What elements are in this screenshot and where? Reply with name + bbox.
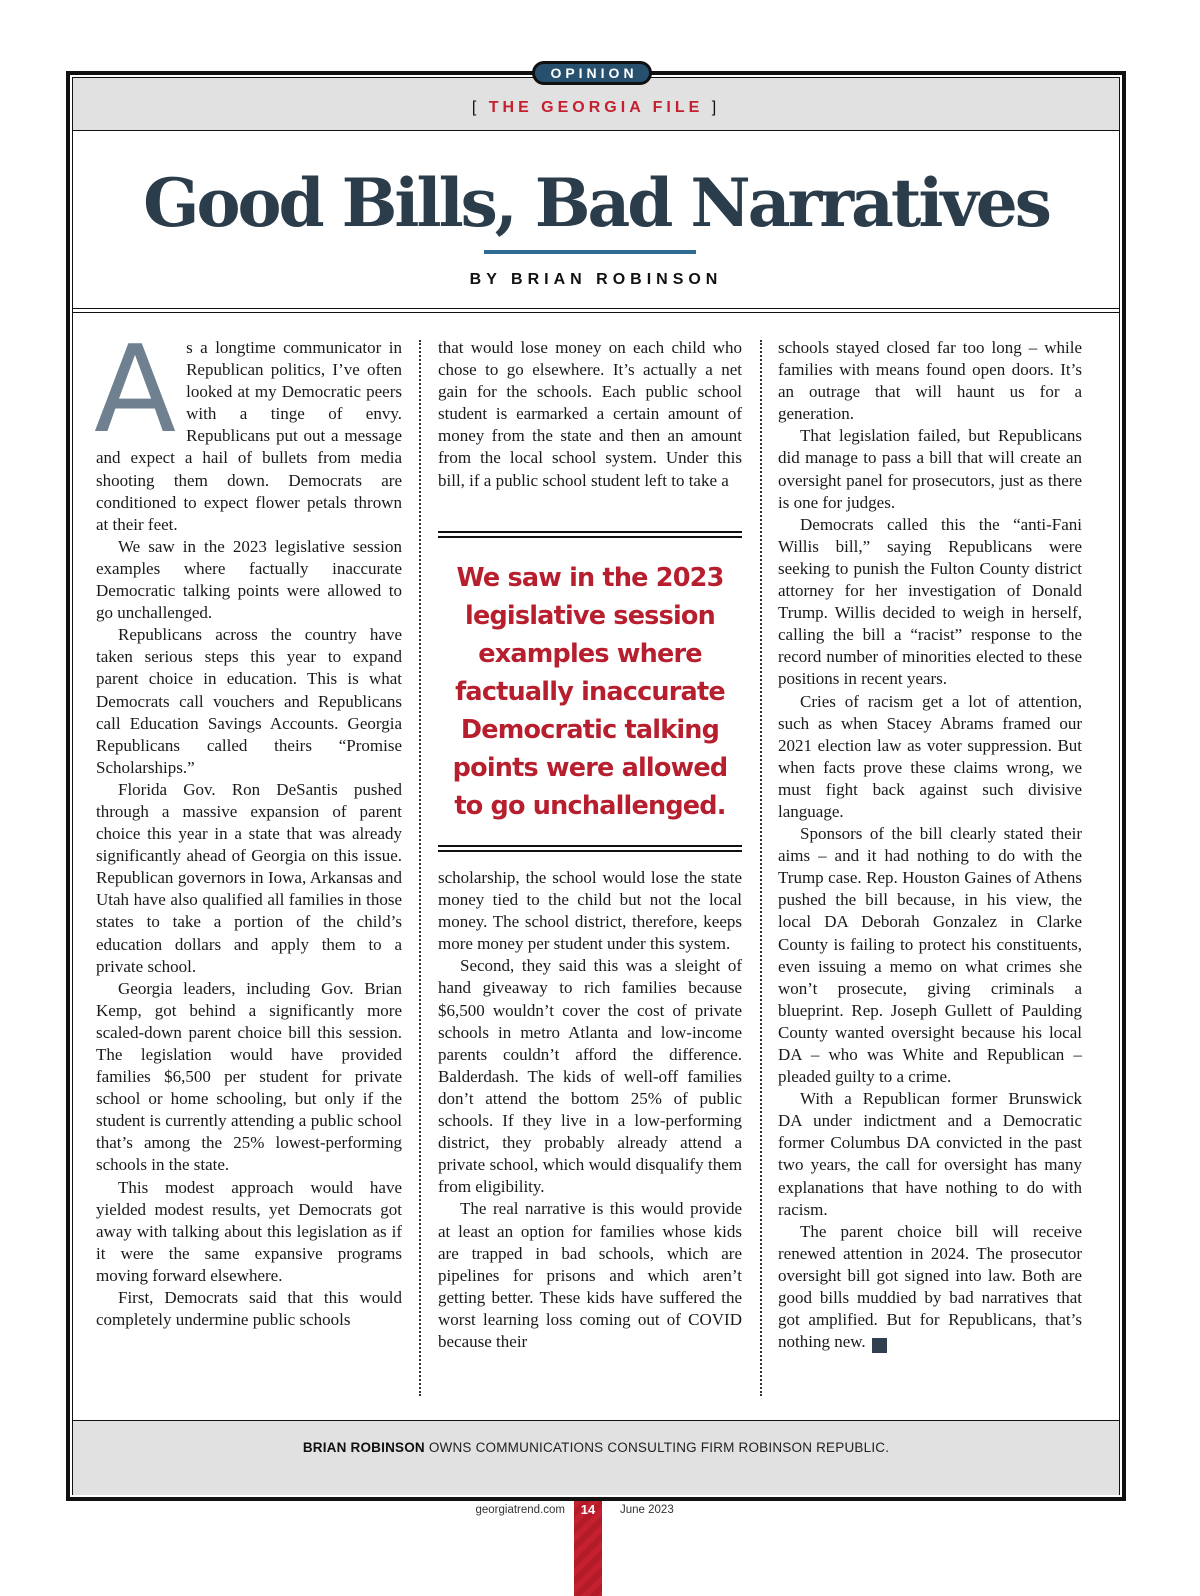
article-column-1 (94, 321, 402, 1331)
headline: Good Bills, Bad Narratives (143, 164, 1049, 242)
paragraph: scholarship, the school would lose the state money tied to the child but not the local money. The school district, therefore, keeps more money per student under this system. (438, 868, 742, 954)
paragraph: Florida Gov. Ron DeSantis pushed through a massive expansion of parent choice this year in a state that was already significantly ahead of Georgia on this issue. Republican governors in Iowa, Arkansas and Utah have also qualified all families in those states to take a portion of the child’s education dollars and apply them to a private school. (96, 779, 402, 976)
paragraph: The parent choice bill will receive renewed attention in 2024. The prosecutor oversight bill got signed into law. Both are good bills muddied by bad narratives that got amplified. But for Republicans, that’s nothing new. GT (778, 1221, 1082, 1352)
author-bio (73, 1440, 1119, 1455)
paragraph: Second, they said this was a sleight of hand giveaway to rich families because $6,500 wouldn’t cover the cost of private schools in metro Atlanta and low-income parents couldn’t afford the difference. Balderdash. The kids of well-off families don’t attend the bottom 25% of public schools. If they live in a low-performing district, they probably already attend a private school, which would disqualify them from eligibility. (438, 956, 742, 1197)
end-mark-icon: GT (872, 1338, 887, 1353)
headline-rule (484, 250, 696, 254)
pullquote-rule-bottom (438, 845, 742, 852)
article-column-3 (778, 337, 1082, 1353)
column-title: THE GEORGIA FILE (488, 99, 704, 116)
article-column-2-top (438, 337, 742, 492)
paragraph: First, Democrats said that this would completely undermine public schools (96, 1288, 402, 1330)
column-divider-2 (760, 340, 762, 1396)
author-name: BRIAN ROBINSON (302, 1440, 425, 1455)
bio-band (73, 1420, 1119, 1495)
column-bracket-open: [ (471, 99, 481, 116)
paragraph: The real narrative is this would provide at least an option for families whose kids are trapped in bad schools, which are pipelines for prisons and which aren’t getting better. These kids have suffered the worst learning loss coming out of COVID because their (438, 1199, 742, 1351)
page-number: 14 (580, 1502, 596, 1517)
column-name (73, 99, 1119, 117)
pullquote-rule-top (438, 531, 742, 538)
paragraph: Republicans across the country have taken serious steps this year to expand parent choice in education. This is what Democrats call vouchers and Republicans call Education Savings Accounts. Georgia Republicans called theirs “Promise Scholarships.” (96, 625, 402, 777)
paragraph: Georgia leaders, including Gov. Brian Kemp, got behind a significantly more scaled-down parent choice bill this session. The legislation would have provided families $6,500 per student for private school or home schooling, but only if the student is currently attending a public school that’s among the 25% lowest-performing schools in the state. (96, 978, 402, 1175)
paragraph: That legislation failed, but Republicans did manage to pass a bill that will create an oversight panel for prosecutors, just as there is one for judges. (778, 426, 1082, 512)
article-column-2-bottom (438, 867, 742, 1353)
paragraph: Democrats called this the “anti-Fani Willis bill,” saying Republicans were seeking to punish the Fulton County district attorney for her investigation of Donald Trump. Willis decided to weigh in herself, calling the bill a “racist” response to the record number of minorities elected to these positions in recent years. (778, 514, 1082, 689)
paragraph: schools stayed closed far too long – while families with means found open doors. It’s an outrage that will haunt us for a generation. (778, 338, 1082, 424)
column-bracket-close: ] (711, 99, 721, 116)
opinion-section-tag: OPINION (532, 61, 652, 85)
paragraph: that would lose money on each child who chose to go elsewhere. It’s actually a net gain for the schools. Each public school student is earmarked a certain amount of money from the state and then an amount from the local school system. Under this bill, if a public school student left to take a (438, 338, 742, 490)
paragraph: Cries of racism get a lot of attention, such as when Stacey Abrams framed our 2021 election law as voter suppression. But when facts prove these claims wrong, we must fight back against such divisive language. (778, 691, 1082, 821)
paragraph: With a Republican former Brunswick DA under indictment and a Democratic former Columbus DA convicted in the past two years, the call for oversight has many explanations that have nothing to do with racism. (778, 1089, 1082, 1219)
header-double-rule (73, 308, 1119, 313)
pullquote: We saw in the 2023 legislative session examples where factually inaccurate Democratic talking points were allowed to go unchallenged. (452, 563, 728, 821)
paragraph: We saw in the 2023 legislative session examples where factually inaccurate Democratic talking points were allowed to go unchallenged. (96, 536, 402, 623)
paragraph: This modest approach would have yielded modest results, yet Democrats got away with talking about this legislation as if it were the same expansive programs moving forward elsewhere. (96, 1177, 402, 1285)
drop-cap: A (94, 321, 177, 460)
column-divider-1 (419, 340, 421, 1396)
paragraph: Sponsors of the bill clearly stated their aims – and it had nothing to do with the Trump case. Rep. Houston Gaines of Athens pushed the bill because, in his view, the local DA Deborah Gonzalez in Clarke County is failing to protect his constituents, even issuing a memo on what crimes she won’t prosecute, giving criminals a blueprint. Rep. Joseph Gullett of Paulding County wanted oversight because his local DA – who was White and Republican – pleaded guilty to a crime. (778, 824, 1082, 1087)
footer-website: georgiatrend.com (475, 1504, 565, 1516)
paragraph: As a longtime communicator in Republican politics, I’ve often looked at my Democratic peers with a tinge of envy. Republicans put out a message and expect a hail of bullets from media shooting them down. Democrats are conditioned to expect flower petals thrown at their feet. (94, 321, 402, 534)
byline: BY BRIAN ROBINSON (469, 271, 723, 288)
issue-date: June 2023 (620, 1504, 674, 1516)
author-bio-text: OWNS COMMUNICATIONS CONSULTING FIRM ROBINSON REPUBLIC. (428, 1440, 890, 1455)
